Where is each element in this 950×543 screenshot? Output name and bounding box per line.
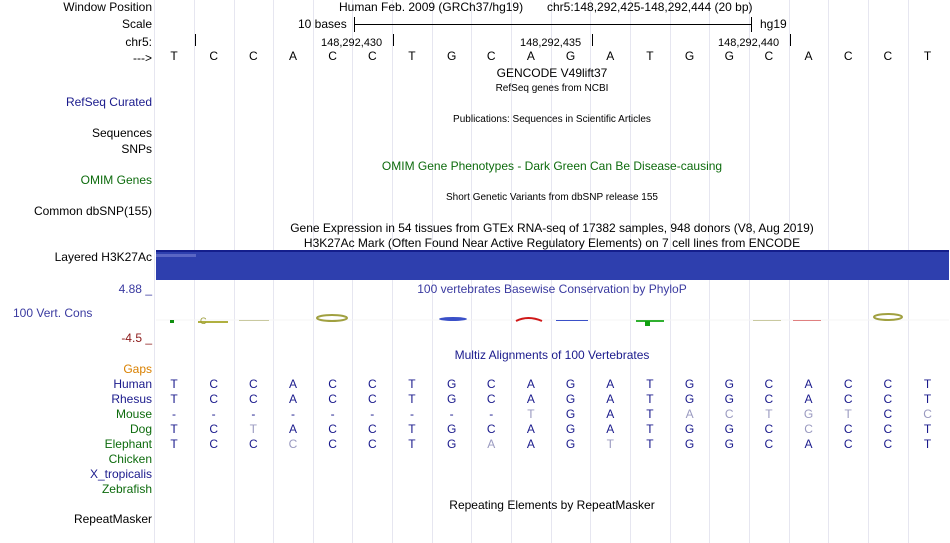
alignment-base-dog: C: [764, 422, 774, 436]
label-species-mouse[interactable]: Mouse: [115, 407, 152, 421]
alignment-base-rhesus: G: [684, 392, 695, 406]
alignment-base-rhesus: A: [606, 392, 615, 406]
sequence-base: T: [923, 49, 932, 63]
ruler-tick-3: [790, 34, 791, 46]
alignment-base-rhesus: C: [328, 392, 337, 406]
sequence-base: C: [367, 49, 377, 63]
alignment-base-mouse: -: [330, 407, 335, 421]
track-multiz-title[interactable]: Multiz Alignments of 100 Vertebrates: [454, 348, 650, 362]
alignment-base-elephant: T: [408, 437, 416, 451]
alignment-base-dog: C: [209, 422, 218, 436]
alignment-base-human: T: [408, 377, 416, 391]
alignment-base-human: C: [486, 377, 496, 391]
alignment-base-mouse: T: [844, 407, 852, 421]
scale-db-label: hg19: [760, 17, 787, 31]
alignment-base-elephant: C: [764, 437, 774, 451]
alignment-base-human: A: [526, 377, 535, 391]
alignment-base-human: G: [724, 377, 734, 391]
label-layered-h3k27ac[interactable]: Layered H3K27Ac: [54, 250, 152, 264]
sequence-base: G: [684, 49, 695, 63]
alignment-base-elephant: C: [328, 437, 337, 451]
alignment-base-mouse: -: [409, 407, 414, 421]
alignment-base-mouse: -: [211, 407, 216, 421]
label-100-vert-cons[interactable]: 100 Vert. Cons: [13, 306, 93, 320]
alignment-base-human: C: [328, 377, 337, 391]
label-scale: Scale: [121, 17, 152, 31]
alignment-base-elephant: C: [248, 437, 258, 451]
alignment-base-elephant: G: [684, 437, 695, 451]
alignment-base-dog: C: [367, 422, 377, 436]
scale-bar-label: 10 bases: [298, 17, 347, 31]
label-species-rhesus[interactable]: Rhesus: [111, 392, 152, 406]
track-repeatmasker-title[interactable]: Repeating Elements by RepeatMasker: [449, 498, 655, 512]
alignment-base-elephant: C: [288, 437, 298, 451]
alignment-base-mouse: T: [527, 407, 535, 421]
alignment-base-human: C: [764, 377, 774, 391]
alignment-base-elephant: C: [367, 437, 377, 451]
alignment-base-dog: C: [328, 422, 337, 436]
ruler-tick-label-1: 148,292,430: [321, 37, 383, 49]
alignment-base-rhesus: G: [565, 392, 576, 406]
alignment-base-dog: G: [684, 422, 695, 436]
label-species-elephant[interactable]: Elephant: [104, 437, 152, 451]
alignment-base-dog: A: [526, 422, 535, 436]
label-gaps[interactable]: Gaps: [123, 362, 152, 376]
alignment-base-mouse: -: [489, 407, 494, 421]
sequence-base: C: [764, 49, 774, 63]
sequence-base: G: [565, 49, 576, 63]
track-publications-title[interactable]: Publications: Sequences in Scientific Articles: [453, 114, 651, 125]
sequence-base: C: [328, 49, 337, 63]
alignment-base-dog: C: [486, 422, 496, 436]
alignment-base-mouse: A: [685, 407, 694, 421]
alignment-base-dog: A: [606, 422, 615, 436]
alignment-base-dog: G: [565, 422, 576, 436]
track-phylop-title[interactable]: 100 vertebrates Basewise Conservation by PhyloP: [417, 282, 687, 296]
ruler-tick-label-3: 148,292,440: [718, 37, 780, 49]
alignment-base-rhesus: A: [526, 392, 535, 406]
label-strand[interactable]: --->: [133, 51, 152, 65]
label-common-dbsnp[interactable]: Common dbSNP(155): [33, 204, 152, 218]
alignment-base-rhesus: G: [446, 392, 457, 406]
alignment-base-dog: A: [288, 422, 297, 436]
alignment-base-rhesus: T: [170, 392, 178, 406]
sequence-base: T: [408, 49, 416, 63]
sequence-base: G: [724, 49, 734, 63]
alignment-base-human: C: [843, 377, 853, 391]
sequence-base: C: [883, 49, 893, 63]
alignment-base-mouse: G: [803, 407, 814, 421]
alignment-base-human: T: [923, 377, 932, 391]
sequence-base: C: [486, 49, 496, 63]
label-repeatmasker[interactable]: RepeatMasker: [73, 512, 152, 526]
track-short-variants-title[interactable]: Short Genetic Variants from dbSNP release 155: [446, 192, 658, 203]
alignment-base-elephant: G: [565, 437, 576, 451]
alignment-base-rhesus: G: [724, 392, 734, 406]
label-species-dog[interactable]: Dog: [129, 422, 152, 436]
alignment-base-mouse: -: [251, 407, 256, 421]
alignment-base-mouse: G: [565, 407, 576, 421]
alignment-base-rhesus: C: [486, 392, 496, 406]
alignment-base-rhesus: A: [288, 392, 297, 406]
sequence-base: A: [804, 49, 813, 63]
alignment-base-elephant: G: [724, 437, 734, 451]
alignment-base-mouse: T: [646, 407, 654, 421]
label-species-human[interactable]: Human: [113, 377, 152, 391]
label-species-zebrafish[interactable]: Zebrafish: [101, 482, 152, 496]
label-sequences[interactable]: Sequences: [91, 126, 152, 140]
sequence-base: T: [170, 49, 178, 63]
alignment-base-elephant: A: [487, 437, 496, 451]
alignment-base-human: T: [646, 377, 654, 391]
alignment-base-human: G: [565, 377, 576, 391]
scale-bar: [355, 24, 751, 25]
alignment-base-dog: C: [804, 422, 813, 436]
h3k27ac-signal-bar[interactable]: [156, 250, 949, 280]
sequence-base: A: [288, 49, 297, 63]
alignment-base-human: A: [606, 377, 615, 391]
alignment-base-dog: G: [724, 422, 734, 436]
alignment-base-human: G: [684, 377, 695, 391]
track-omim-phenotypes-title[interactable]: OMIM Gene Phenotypes - Dark Green Can Be Disease-causing: [381, 159, 723, 173]
alignment-base-human: C: [883, 377, 893, 391]
label-refseq-curated[interactable]: RefSeq Curated: [65, 95, 152, 109]
alignment-base-mouse: -: [290, 407, 295, 421]
ruler-tick-2: [592, 34, 593, 46]
alignment-base-dog: G: [446, 422, 457, 436]
label-cons-min: -4.5 _: [121, 331, 152, 345]
alignment-base-dog: T: [646, 422, 654, 436]
alignment-base-dog: C: [883, 422, 893, 436]
alignment-base-elephant: T: [923, 437, 932, 451]
sequence-base: A: [606, 49, 615, 63]
alignment-base-elephant: G: [446, 437, 457, 451]
alignment-base-rhesus: T: [923, 392, 932, 406]
alignment-base-elephant: A: [804, 437, 813, 451]
ruler-tick-1: [393, 34, 394, 46]
alignment-base-dog: T: [249, 422, 257, 436]
alignment-base-mouse: -: [449, 407, 454, 421]
alignment-base-human: C: [209, 377, 218, 391]
label-species-xtropicalis[interactable]: X_tropicalis: [89, 467, 152, 481]
alignment-base-dog: T: [408, 422, 416, 436]
alignment-base-mouse: -: [370, 407, 375, 421]
alignment-base-mouse: -: [172, 407, 176, 421]
label-omim-genes[interactable]: OMIM Genes: [80, 173, 152, 187]
label-window-position: Window Position: [63, 0, 152, 14]
ruler-tick-label-2: 148,292,435: [520, 37, 582, 49]
track-h3k27ac-title[interactable]: H3K27Ac Mark (Often Found Near Active Regulatory Elements) on 7 cell lines from ENCODE: [303, 236, 801, 250]
alignment-base-mouse: T: [765, 407, 773, 421]
alignment-base-rhesus: C: [883, 392, 893, 406]
track-refseq-subtitle: RefSeq genes from NCBI: [495, 83, 609, 94]
alignment-base-human: C: [248, 377, 258, 391]
alignment-base-human: T: [170, 377, 178, 391]
alignment-base-dog: T: [170, 422, 178, 436]
alignment-base-human: A: [288, 377, 297, 391]
alignment-base-rhesus: T: [646, 392, 654, 406]
alignment-base-mouse: C: [724, 407, 734, 421]
sequence-base: C: [209, 49, 218, 63]
sequence-base: C: [248, 49, 258, 63]
svg-text:C: C: [200, 316, 207, 326]
alignment-base-elephant: C: [209, 437, 218, 451]
alignment-base-mouse: C: [883, 407, 893, 421]
alignment-base-elephant: T: [646, 437, 654, 451]
sequence-base: C: [843, 49, 853, 63]
alignment-base-dog: T: [923, 422, 932, 436]
sequence-base: A: [526, 49, 535, 63]
h3k27ac-signal-highlight: [156, 254, 196, 257]
alignment-base-rhesus: C: [764, 392, 774, 406]
alignment-base-human: G: [446, 377, 457, 391]
alignment-base-elephant: C: [883, 437, 893, 451]
alignment-base-rhesus: A: [804, 392, 813, 406]
track-gencode-title[interactable]: GENCODE V49lift37: [496, 66, 608, 80]
alignment-base-human: A: [804, 377, 813, 391]
label-cons-max: 4.88 _: [118, 282, 152, 296]
sequence-base: T: [646, 49, 654, 63]
track-gtex-title[interactable]: Gene Expression in 54 tissues from GTEx RNA-seq of 17382 samples, 948 donors (V8, Aug 2019): [290, 221, 814, 235]
alignment-base-mouse: A: [606, 407, 615, 421]
alignment-base-elephant: T: [170, 437, 178, 451]
alignment-base-rhesus: C: [248, 392, 258, 406]
label-snps[interactable]: SNPs: [121, 142, 152, 156]
ruler-tick-minor: [195, 34, 196, 46]
alignment-base-mouse: C: [923, 407, 932, 421]
sequence-base: G: [446, 49, 457, 63]
alignment-base-rhesus: C: [843, 392, 853, 406]
label-chr: chr5:: [125, 35, 152, 49]
conservation-plot[interactable]: [156, 300, 949, 340]
base-guideline: [154, 0, 155, 543]
alignment-base-elephant: C: [843, 437, 853, 451]
alignment-base-elephant: A: [526, 437, 535, 451]
alignment-base-dog: C: [843, 422, 853, 436]
alignment-base-elephant: T: [606, 437, 614, 451]
assembly-name: Human Feb. 2009 (GRCh37/hg19): [339, 0, 524, 14]
window-position-range: chr5:148,292,425-148,292,444 (20 bp): [547, 0, 753, 14]
alignment-base-human: C: [367, 377, 377, 391]
alignment-base-rhesus: C: [367, 392, 377, 406]
label-species-chicken[interactable]: Chicken: [108, 452, 152, 466]
scale-bar-left-cap: [354, 17, 355, 32]
alignment-base-rhesus: T: [408, 392, 416, 406]
alignment-base-rhesus: C: [209, 392, 218, 406]
scale-bar-right-cap: [751, 17, 752, 32]
